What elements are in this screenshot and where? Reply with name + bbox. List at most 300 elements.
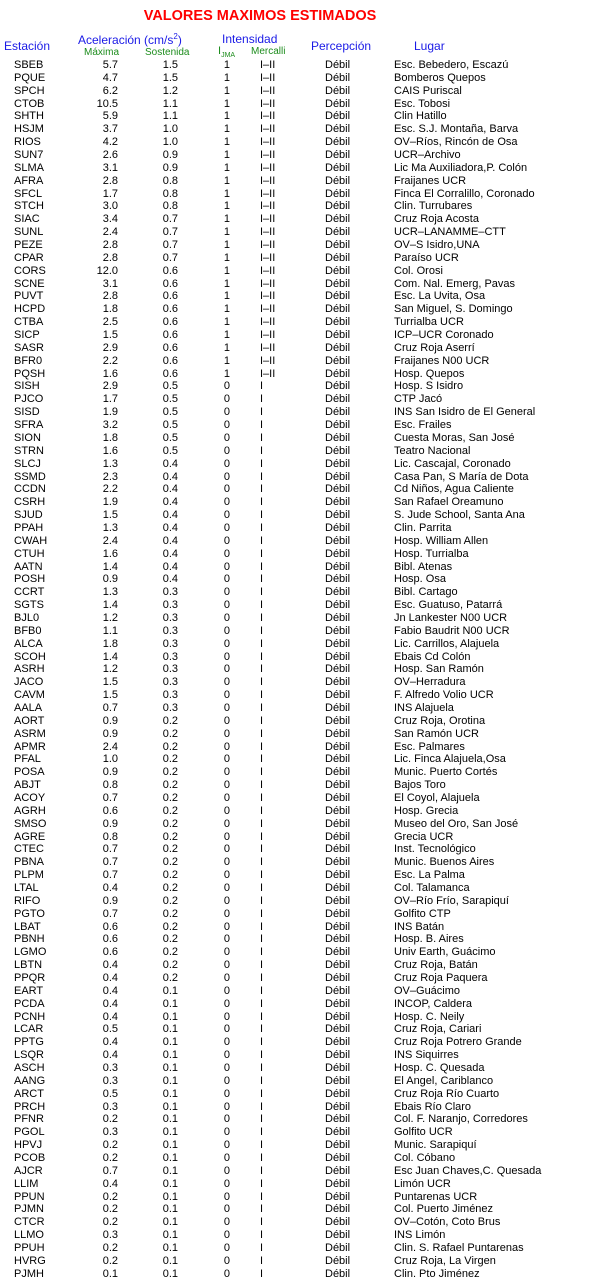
perception: Débil — [325, 290, 351, 303]
max-acceleration: 0.2 — [102, 1190, 118, 1203]
mercalli-intensity: I — [260, 586, 264, 599]
location: Lic. Cascajal, Coronado — [394, 457, 511, 470]
station-code: SMSO — [14, 817, 47, 830]
perception: Débil — [325, 856, 351, 869]
table-row — [0, 921, 590, 934]
jma-intensity: 0 — [223, 1049, 230, 1062]
header-sostenida: Sostenida — [145, 47, 190, 58]
location: Inst. Tecnológico — [394, 843, 476, 856]
table-row — [0, 98, 590, 111]
station-code: CORS — [14, 264, 46, 277]
header-estacion: Estación — [4, 39, 51, 53]
location: Munic. Puerto Cortés — [394, 766, 498, 779]
location: Clin. Parrita — [394, 521, 452, 534]
location: Esc. S.J. Montaña, Barva — [394, 123, 519, 136]
table-row — [0, 303, 590, 316]
station-code: JACO — [14, 676, 44, 689]
max-acceleration: 5.7 — [102, 59, 118, 71]
station-code: AORT — [14, 714, 45, 727]
jma-intensity: 1 — [223, 251, 230, 264]
table-row — [0, 123, 590, 136]
station-code: POSH — [14, 573, 46, 586]
jma-intensity: 1 — [223, 149, 230, 162]
max-acceleration: 0.3 — [102, 1229, 118, 1242]
station-code: BJL0 — [14, 611, 40, 624]
header-mercalli: Mercalli — [251, 46, 286, 57]
jma-intensity: 0 — [223, 907, 230, 920]
jma-intensity: 1 — [223, 200, 230, 213]
location: Clin. Pto Jiménez — [394, 1267, 480, 1280]
table-row — [0, 239, 590, 252]
location: Hosp. B. Aires — [394, 933, 464, 946]
max-acceleration: 0.2 — [102, 1113, 118, 1126]
table-row — [0, 1126, 590, 1139]
mercalli-intensity: I — [260, 1177, 264, 1190]
station-code: CAVM — [14, 689, 45, 702]
station-code: AFRA — [14, 174, 44, 187]
jma-intensity: 1 — [223, 354, 230, 367]
table-row — [0, 869, 590, 882]
location: Limón UCR — [394, 1177, 451, 1190]
station-code: SISH — [14, 380, 40, 393]
perception: Débil — [325, 714, 351, 727]
table-row — [0, 85, 590, 98]
table-row — [0, 432, 590, 445]
sustained-acceleration: 0.3 — [162, 689, 178, 702]
mercalli-intensity: I–II — [260, 277, 276, 290]
location: Hosp. San Ramón — [394, 663, 484, 676]
location: Fabio Baudrit N00 UCR — [394, 624, 510, 637]
station-code: PPTG — [14, 1036, 44, 1049]
table-row — [0, 1139, 590, 1152]
mercalli-intensity: I — [260, 624, 264, 637]
sustained-acceleration: 0.1 — [162, 1087, 178, 1100]
jma-intensity: 0 — [223, 740, 230, 753]
sustained-acceleration: 0.4 — [162, 470, 178, 483]
mercalli-intensity: I–II — [260, 354, 276, 367]
station-code: AJCR — [14, 1164, 43, 1177]
table-row — [0, 1178, 590, 1191]
station-code: SION — [14, 431, 41, 444]
mercalli-intensity: I–II — [260, 329, 276, 342]
header-maxima: Máxima — [84, 47, 120, 58]
location: Puntarenas UCR — [394, 1190, 478, 1203]
max-acceleration: 0.1 — [102, 1267, 118, 1280]
mercalli-intensity: I–II — [260, 174, 276, 187]
mercalli-intensity: I–II — [260, 59, 276, 71]
location: S. Jude School, Santa Ana — [394, 509, 525, 522]
sustained-acceleration: 0.3 — [162, 599, 178, 612]
table-row — [0, 689, 590, 702]
location: Univ Earth, Guácimo — [394, 946, 496, 959]
sustained-acceleration: 0.6 — [162, 341, 178, 354]
table-row — [0, 162, 590, 175]
mercalli-intensity: I — [260, 727, 264, 740]
location: Bomberos Quepos — [394, 71, 486, 84]
max-acceleration: 0.4 — [102, 959, 118, 972]
sustained-acceleration: 0.1 — [162, 984, 178, 997]
table-row — [0, 561, 590, 574]
sustained-acceleration: 1.0 — [162, 136, 178, 149]
mercalli-intensity: I–II — [260, 200, 276, 213]
max-acceleration: 2.9 — [102, 380, 118, 393]
jma-intensity: 0 — [223, 599, 230, 612]
perception: Débil — [325, 341, 351, 354]
jma-intensity: 0 — [223, 573, 230, 586]
max-acceleration: 2.8 — [102, 251, 118, 264]
station-code: PJMN — [14, 1203, 44, 1216]
max-acceleration: 0.9 — [102, 714, 118, 727]
sustained-acceleration: 0.2 — [162, 740, 178, 753]
mercalli-intensity: I — [260, 663, 264, 676]
sustained-acceleration: 0.1 — [162, 1100, 178, 1113]
table-row — [0, 1011, 590, 1024]
station-code: LCAR — [14, 1023, 44, 1036]
perception: Débil — [325, 1100, 351, 1113]
table-row — [0, 1255, 590, 1268]
jma-intensity: 1 — [223, 264, 230, 277]
jma-intensity: 1 — [223, 187, 230, 200]
mercalli-intensity: I — [260, 1010, 264, 1023]
location: Turrialba UCR — [394, 316, 464, 329]
mercalli-intensity: I — [260, 1254, 264, 1267]
perception: Débil — [325, 779, 351, 792]
station-code: PFAL — [14, 753, 41, 766]
jma-intensity: 0 — [223, 869, 230, 882]
jma-intensity: 0 — [223, 1036, 230, 1049]
sustained-acceleration: 0.1 — [162, 1062, 178, 1075]
table-row — [0, 702, 590, 715]
mercalli-intensity: I — [260, 997, 264, 1010]
max-acceleration: 2.4 — [102, 534, 118, 547]
max-acceleration: 0.5 — [102, 1087, 118, 1100]
station-code: SPCH — [14, 84, 45, 97]
sustained-acceleration: 1.5 — [162, 59, 178, 71]
table-row — [0, 959, 590, 972]
perception: Débil — [325, 1113, 351, 1126]
mercalli-intensity: I — [260, 779, 264, 792]
station-code: LTAL — [14, 882, 39, 894]
mercalli-intensity: I — [260, 1100, 264, 1113]
header-aceleracion-text: Aceleración (cm/s — [78, 33, 174, 47]
perception: Débil — [325, 97, 351, 110]
location: OV–S Isidro,UNA — [394, 239, 480, 252]
sustained-acceleration: 0.2 — [162, 894, 178, 907]
station-code: SFCL — [14, 187, 43, 200]
table-row — [0, 599, 590, 612]
max-acceleration: 2.5 — [102, 316, 118, 329]
mercalli-intensity: I–II — [260, 341, 276, 354]
station-code: STRN — [14, 444, 44, 457]
max-acceleration: 1.2 — [102, 611, 118, 624]
table-row — [0, 1229, 590, 1242]
max-acceleration: 1.5 — [102, 329, 118, 342]
sustained-acceleration: 0.5 — [162, 393, 178, 406]
location: ICP–UCR Coronado — [394, 329, 494, 342]
sustained-acceleration: 0.4 — [162, 457, 178, 470]
table-row — [0, 895, 590, 908]
table-row — [0, 406, 590, 419]
max-acceleration: 0.6 — [102, 920, 118, 933]
jma-intensity: 0 — [223, 946, 230, 959]
perception: Débil — [325, 496, 351, 509]
max-acceleration: 1.8 — [102, 303, 118, 316]
station-code: SJUD — [14, 509, 43, 522]
mercalli-intensity: I — [260, 444, 264, 457]
station-code: PBNA — [14, 856, 44, 869]
mercalli-intensity: I–II — [260, 239, 276, 252]
sustained-acceleration: 0.2 — [162, 959, 178, 972]
perception: Débil — [325, 869, 351, 882]
max-acceleration: 0.7 — [102, 856, 118, 869]
station-code: PQUE — [14, 71, 46, 84]
table-row — [0, 419, 590, 432]
table-row — [0, 200, 590, 213]
perception: Débil — [325, 1036, 351, 1049]
max-acceleration: 2.8 — [102, 290, 118, 303]
sustained-acceleration: 0.1 — [162, 1177, 178, 1190]
sustained-acceleration: 0.4 — [162, 573, 178, 586]
sustained-acceleration: 0.2 — [162, 830, 178, 843]
perception: Débil — [325, 560, 351, 573]
max-acceleration: 1.0 — [102, 753, 118, 766]
mercalli-intensity: I — [260, 1049, 264, 1062]
table-row — [0, 175, 590, 188]
sustained-acceleration: 0.3 — [162, 650, 178, 663]
jma-intensity: 0 — [223, 1100, 230, 1113]
location: Jn Lankester N00 UCR — [394, 611, 508, 624]
jma-intensity: 0 — [223, 1023, 230, 1036]
station-code: SBEB — [14, 59, 44, 71]
jma-intensity: 0 — [223, 1190, 230, 1203]
jma-intensity: 0 — [223, 1062, 230, 1075]
station-code: BFB0 — [14, 624, 42, 637]
jma-intensity: 0 — [223, 933, 230, 946]
perception: Débil — [325, 753, 351, 766]
table-row — [0, 188, 590, 201]
station-code: RIFO — [14, 894, 41, 907]
mercalli-intensity: I–II — [260, 316, 276, 329]
sustained-acceleration: 0.4 — [162, 534, 178, 547]
mercalli-intensity: I — [260, 509, 264, 522]
jma-intensity: 0 — [223, 830, 230, 843]
jma-intensity: 1 — [223, 71, 230, 84]
jma-intensity: 1 — [223, 226, 230, 239]
jma-intensity: 0 — [223, 1126, 230, 1139]
sustained-acceleration: 0.1 — [162, 1074, 178, 1087]
sustained-acceleration: 0.6 — [162, 354, 178, 367]
location: Com. Nal. Emerg, Pavas — [394, 277, 516, 290]
sustained-acceleration: 0.8 — [162, 200, 178, 213]
table-row — [0, 779, 590, 792]
perception: Débil — [325, 946, 351, 959]
perception: Débil — [325, 547, 351, 560]
table-row — [0, 1036, 590, 1049]
table-row — [0, 792, 590, 805]
max-acceleration: 0.3 — [102, 1126, 118, 1139]
table-row — [0, 72, 590, 85]
table-row — [0, 663, 590, 676]
max-acceleration: 1.3 — [102, 457, 118, 470]
sustained-acceleration: 1.0 — [162, 123, 178, 136]
table-row — [0, 149, 590, 162]
perception: Débil — [325, 277, 351, 290]
station-code: PGTO — [14, 907, 45, 920]
jma-intensity: 0 — [223, 496, 230, 509]
location: INS Alajuela — [394, 701, 454, 714]
location: Hosp. William Allen — [394, 534, 489, 547]
jma-intensity: 0 — [223, 714, 230, 727]
table-row — [0, 59, 590, 72]
sustained-acceleration: 0.1 — [162, 1152, 178, 1165]
jma-intensity: 0 — [223, 727, 230, 740]
mercalli-intensity: I — [260, 1152, 264, 1165]
jma-intensity: 0 — [223, 1087, 230, 1100]
jma-intensity: 1 — [223, 59, 230, 71]
jma-intensity: 0 — [223, 1203, 230, 1216]
station-code: PPAH — [14, 521, 44, 534]
perception: Débil — [325, 843, 351, 856]
station-code: PJMH — [14, 1267, 44, 1280]
station-table — [0, 59, 590, 1281]
perception: Débil — [325, 1023, 351, 1036]
station-code: ACOY — [14, 791, 46, 804]
mercalli-intensity: I — [260, 1023, 264, 1036]
jma-intensity: 0 — [223, 920, 230, 933]
perception: Débil — [325, 444, 351, 457]
table-row — [0, 1165, 590, 1178]
sustained-acceleration: 0.2 — [162, 972, 178, 985]
perception: Débil — [325, 303, 351, 316]
location: Cruz Roja, Cariari — [394, 1023, 482, 1036]
location: San Miguel, S. Domingo — [394, 303, 513, 316]
jma-intensity: 0 — [223, 766, 230, 779]
jma-intensity: 1 — [223, 123, 230, 136]
jma-intensity: 0 — [223, 483, 230, 496]
location: Hosp. Quepos — [394, 367, 465, 380]
max-acceleration: 1.6 — [102, 367, 118, 380]
table-row — [0, 1049, 590, 1062]
location: Bajos Toro — [394, 779, 446, 792]
mercalli-intensity: I — [260, 791, 264, 804]
location: Cruz Roja Potrero Grande — [394, 1036, 522, 1049]
jma-intensity: 0 — [223, 689, 230, 702]
sustained-acceleration: 0.5 — [162, 431, 178, 444]
sustained-acceleration: 1.1 — [162, 110, 178, 123]
sustained-acceleration: 0.1 — [162, 1010, 178, 1023]
mercalli-intensity: I–II — [260, 187, 276, 200]
max-acceleration: 6.2 — [102, 84, 118, 97]
max-acceleration: 2.8 — [102, 239, 118, 252]
page-title: VALORES MAXIMOS ESTIMADOS — [143, 8, 377, 24]
sustained-acceleration: 0.4 — [162, 496, 178, 509]
jma-intensity: 0 — [223, 894, 230, 907]
table-row — [0, 393, 590, 406]
location: INS Batán — [394, 920, 445, 933]
max-acceleration: 12.0 — [96, 264, 118, 277]
station-code: CTCR — [14, 1216, 45, 1229]
sustained-acceleration: 0.2 — [162, 882, 178, 894]
location: Munic. Sarapiquí — [394, 1139, 477, 1152]
perception: Débil — [325, 316, 351, 329]
sustained-acceleration: 0.1 — [162, 1139, 178, 1152]
sustained-acceleration: 0.5 — [162, 444, 178, 457]
jma-intensity: 0 — [223, 1216, 230, 1229]
sustained-acceleration: 0.2 — [162, 779, 178, 792]
sustained-acceleration: 0.4 — [162, 560, 178, 573]
perception: Débil — [325, 959, 351, 972]
mercalli-intensity: I — [260, 1074, 264, 1087]
perception: Débil — [325, 59, 351, 71]
mercalli-intensity: I — [260, 521, 264, 534]
mercalli-intensity: I — [260, 496, 264, 509]
mercalli-intensity: I — [260, 920, 264, 933]
max-acceleration: 3.4 — [102, 213, 118, 226]
sustained-acceleration: 0.1 — [162, 1036, 178, 1049]
table-row — [0, 265, 590, 278]
jma-intensity: 0 — [223, 380, 230, 393]
header-aceleracion-close: ) — [177, 33, 182, 47]
location: Cruz Roja Río Cuarto — [394, 1087, 500, 1100]
max-acceleration: 0.7 — [102, 791, 118, 804]
max-acceleration: 3.7 — [102, 123, 118, 136]
station-code: ASCH — [14, 1062, 45, 1075]
location: El Angel, Cariblanco — [394, 1074, 494, 1087]
perception: Débil — [325, 650, 351, 663]
location: OV–Río Frío, Sarapiquí — [394, 894, 509, 907]
mercalli-intensity: I — [260, 573, 264, 586]
table-row — [0, 471, 590, 484]
jma-intensity: 0 — [223, 509, 230, 522]
table-row — [0, 1242, 590, 1255]
station-code: PCDA — [14, 997, 45, 1010]
table-row — [0, 355, 590, 368]
header-percepcion: Percepción — [311, 39, 372, 53]
mercalli-intensity: I — [260, 689, 264, 702]
station-code: SCNE — [14, 277, 45, 290]
location: Golfito CTP — [394, 907, 451, 920]
sustained-acceleration: 0.7 — [162, 239, 178, 252]
jma-intensity: 0 — [223, 1139, 230, 1152]
location: Hosp. C. Neily — [394, 1010, 465, 1023]
perception: Débil — [325, 997, 351, 1010]
jma-intensity: 1 — [223, 341, 230, 354]
station-code: POSA — [14, 766, 45, 779]
perception: Débil — [325, 1062, 351, 1075]
jma-intensity: 1 — [223, 367, 230, 380]
sustained-acceleration: 0.1 — [162, 1216, 178, 1229]
max-acceleration: 0.3 — [102, 1062, 118, 1075]
perception: Débil — [325, 187, 351, 200]
location: Cuesta Moras, San José — [394, 431, 515, 444]
jma-intensity: 0 — [223, 663, 230, 676]
table-row — [0, 856, 590, 869]
location: Teatro Nacional — [394, 444, 471, 457]
station-code: APMR — [14, 740, 46, 753]
mercalli-intensity: I — [260, 457, 264, 470]
table-row — [0, 548, 590, 561]
table-row — [0, 1101, 590, 1114]
mercalli-intensity: I — [260, 701, 264, 714]
location: INCOP, Caldera — [394, 997, 473, 1010]
mercalli-intensity: I — [260, 1164, 264, 1177]
station-code: PLPM — [14, 869, 44, 882]
mercalli-intensity: I — [260, 599, 264, 612]
location: Munic. Buenos Aires — [394, 856, 495, 869]
max-acceleration: 0.6 — [102, 946, 118, 959]
location: Col. Puerto Jiménez — [394, 1203, 494, 1216]
perception: Débil — [325, 586, 351, 599]
